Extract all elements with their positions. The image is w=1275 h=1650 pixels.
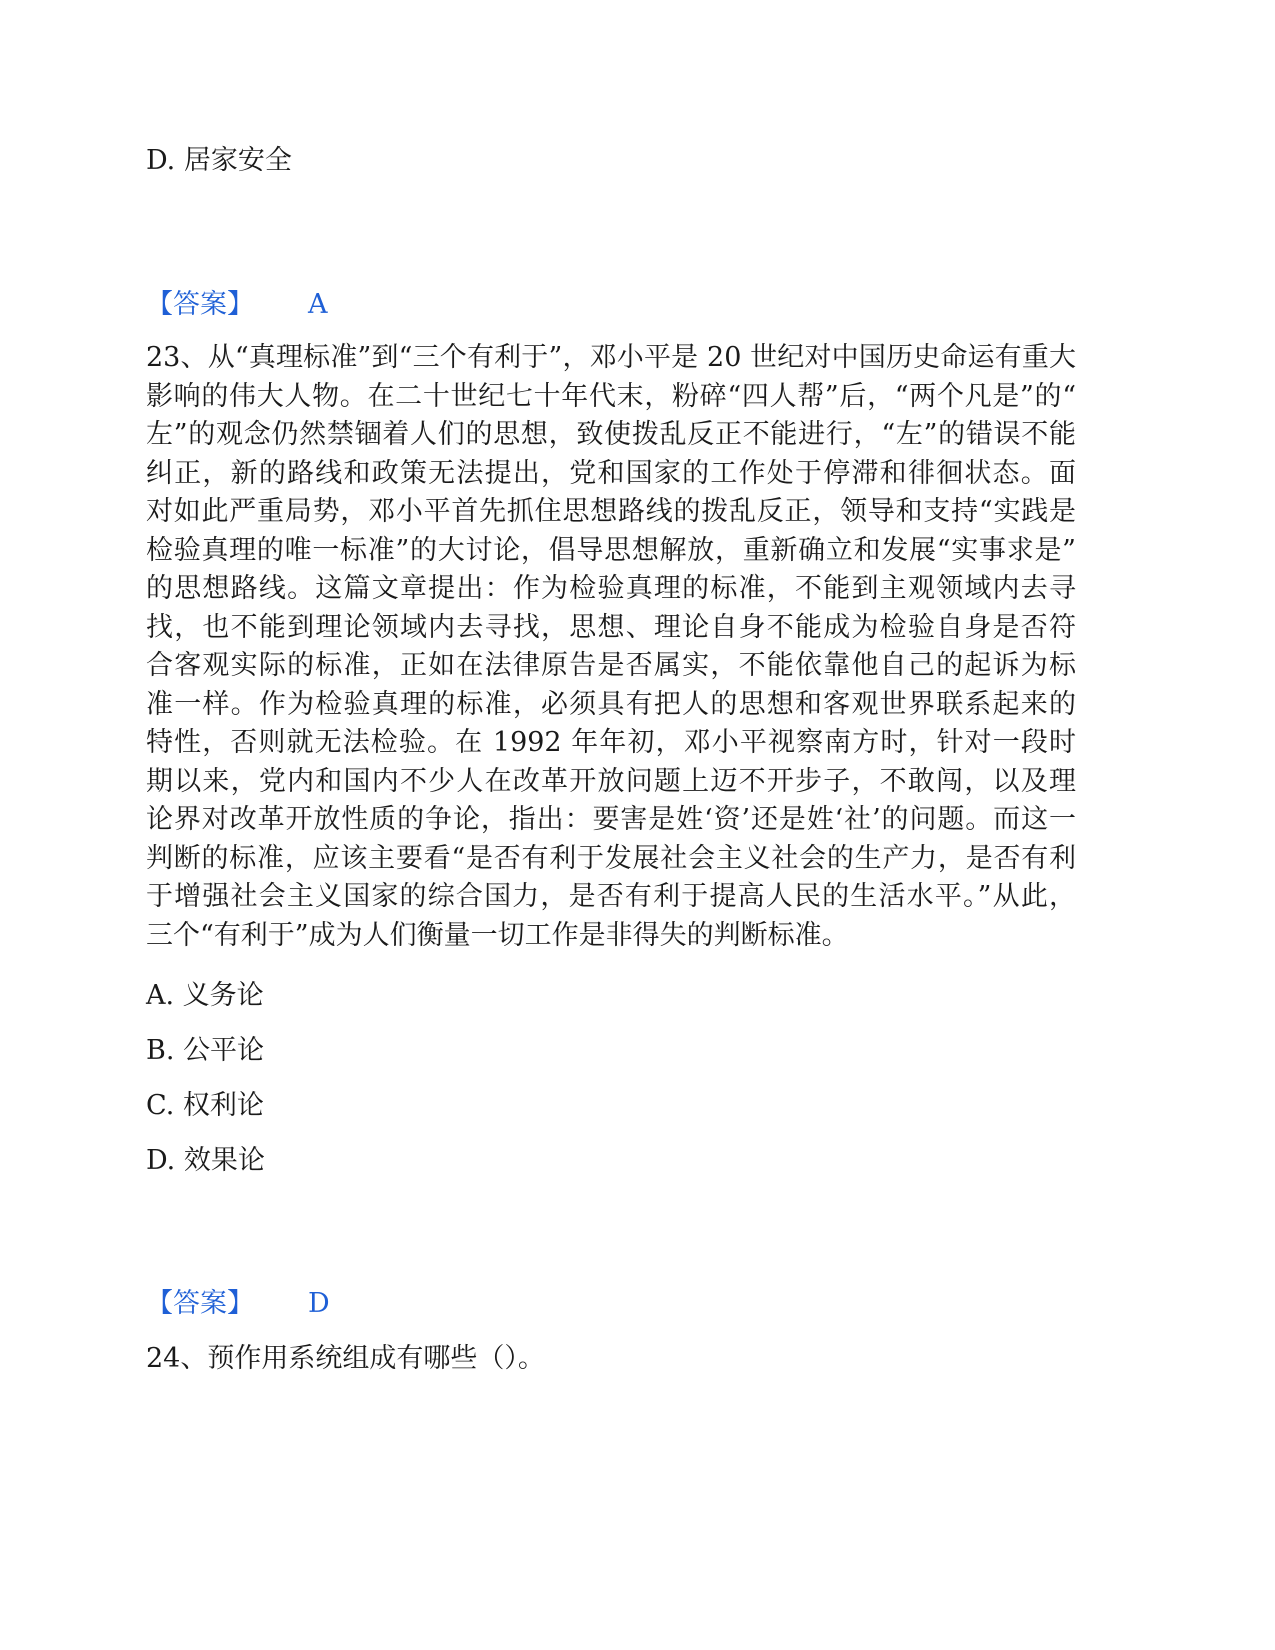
question-line: 对如此严重局势，邓小平首先抓住思想路线的拨乱反正，领导和支持“实践是 [146,496,1076,527]
question-line: 于增强社会主义国家的综合国力，是否有利于提高人民的生活水平。”从此， [146,881,1076,912]
question-line: 期以来，党内和国内不少人在改革开放问题上迈不开步子，不敢闯，以及理 [146,765,1076,797]
question-line: 三个“有利于”成为人们衡量一切工作是非得失的判断标准。 [146,919,849,951]
answer-value: D [308,1288,330,1319]
option-d-prev: D. 居家安全 [146,145,292,176]
option-d: D. 效果论 [146,1145,265,1176]
option-a: A. 义务论 [146,980,264,1011]
question-line: 判断的标准，应该主要看“是否有利于发展社会主义社会的生产力，是否有利 [146,842,1076,874]
question-line: 的思想路线。这篇文章提出：作为检验真理的标准，不能到主观领域内去寻 [146,573,1076,604]
answer-label: 【答案】 [146,1288,254,1319]
question-line: 影响的伟大人物。在二十世纪七十年代末，粉碎“四人帮”后，“两个凡是”的“ [146,380,1076,412]
question-line: 论界对改革开放性质的争论，指出：要害是姓‘资’还是姓‘社’的问题。而这一 [146,804,1076,835]
question-line: 特性，否则就无法检验。在 1992 年年初，邓小平视察南方时，针对一段时 [146,727,1076,758]
answer-row-22 [146,286,328,324]
question-line: 准一样。作为检验真理的标准，必须具有把人的思想和客观世界联系起来的 [146,688,1076,720]
question-line: 23、从“真理标准”到“三个有利于”，邓小平是 20 世纪对中国历史命运有重大 [146,342,1076,373]
question-line: 找，也不能到理论领域内去寻找，思想、理论自身不能成为检验自身是否符 [146,611,1076,643]
question-line: 合客观实际的标准，正如在法律原告是否属实，不能依靠他自己的起诉为标 [146,650,1076,681]
option-b: B. 公平论 [146,1035,265,1066]
question-23-text [146,339,1076,955]
question-24-text: 24、预作用系统组成有哪些（）。 [146,1343,545,1374]
question-line: 检验真理的唯一标准”的大讨论，倡导思想解放，重新确立和发展“实事求是” [146,534,1076,566]
question-line: 左”的观念仍然禁锢着人们的思想，致使拨乱反正不能进行，“左”的错误不能 [146,419,1076,450]
option-c: C. 权利论 [146,1090,264,1121]
answer-label: 【答案】 [146,289,254,320]
answer-value: A [308,289,328,320]
question-line: 纠正，新的路线和政策无法提出，党和国家的工作处于停滞和徘徊状态。面 [146,457,1076,489]
answer-row-23 [146,1285,330,1323]
